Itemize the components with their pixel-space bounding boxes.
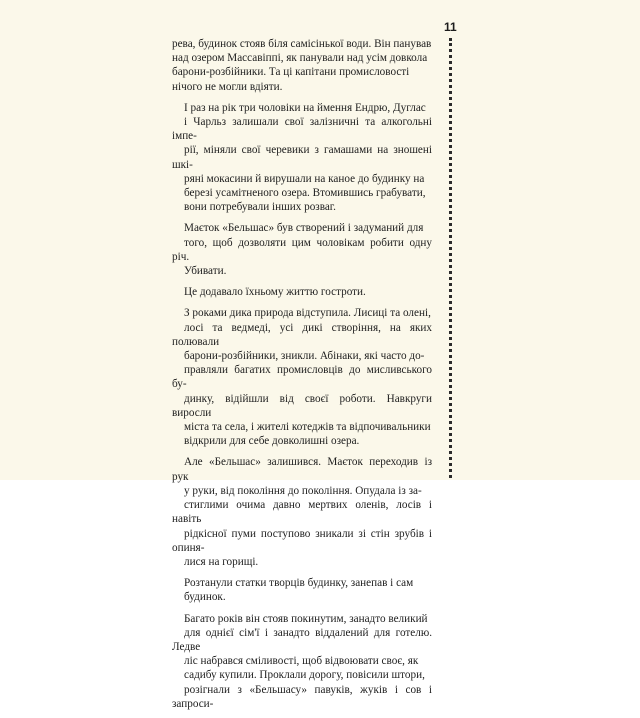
text-line: Маєток «Бельшас» був створений і задуманий для	[184, 222, 424, 235]
text-line: ряні мокасини й вирушали на каное до будинку на	[184, 172, 425, 185]
text-line: ліс набрався сміливості, щоб відвоювати своє, як	[184, 655, 419, 668]
text-line: вони потребували інших розваг.	[184, 201, 336, 214]
text-line: рідкісної пуми поступово зникали зі стін зрубів і опиня-	[172, 527, 432, 554]
text-line: Але «Бельшас» залишився. Маєток переходив із рук	[172, 456, 432, 483]
text-line: правляли багатих промисловців до мисливського бу-	[172, 364, 432, 391]
text-line: Багато років він стояв покинутим, занадто великий	[184, 612, 428, 625]
text-line: динку, відійшли від своєї роботи. Навкруги виросли	[172, 392, 432, 419]
paragraph	[172, 306, 432, 448]
paragraph	[172, 576, 432, 604]
paragraph	[172, 285, 432, 299]
text-line: міста та села, і жителі котеджів та відпочивальники	[184, 421, 431, 434]
text-line: Убивати.	[184, 265, 227, 278]
text-line: І раз на рік три чоловіки на ймення Ендрю, Дуглас	[184, 101, 426, 114]
text-line: стиглими очима давно мертвих оленів, лосів і навіть	[172, 499, 432, 526]
text-line: Розтанули статки творців будинку, занепав і сам	[184, 577, 414, 590]
text-line: барони-розбійники, зникли. Абінаки, які часто до-	[184, 350, 425, 363]
text-line: садибу купили. Проклали дорогу, повісили штори,	[184, 669, 425, 682]
text-line: над озером Массавіппі, як панували над усім довкола	[172, 52, 428, 65]
paragraph	[172, 612, 432, 711]
body-text	[172, 37, 432, 718]
paragraph	[172, 37, 432, 94]
text-line: відкрили для себе довколишні озера.	[184, 435, 360, 448]
text-line: для однієї сім'ї і занадто віддалений для готелю. Ледве	[172, 626, 432, 653]
dotted-margin-rule	[449, 38, 452, 478]
text-line: Це додавало їхньому життю гостроти.	[184, 286, 366, 299]
text-line: і Чарльз залишали свої залізничні та алкогольні імпе-	[172, 116, 432, 143]
text-line: рева, будинок стояв біля самісінької води. Він панував	[172, 38, 432, 50]
text-line: барони-розбійники. Та ці капітани промисловості	[172, 66, 410, 79]
text-line: нічого не могли вдіяти.	[172, 80, 283, 93]
text-line: розігнали з «Бельшасу» павуків, жуків і сов і запроси-	[172, 683, 432, 710]
paragraph	[172, 455, 432, 569]
text-line: рії, міняли свої черевики з гамашами на зношені шкі-	[172, 144, 432, 171]
text-line: березі усамітненого озера. Втомившись грабувати,	[184, 187, 426, 200]
text-line: будинок.	[184, 591, 226, 604]
text-line: лися на горищі.	[184, 555, 259, 568]
text-line: того, щоб дозволяти цим чоловікам робити одну річ.	[172, 236, 432, 263]
text-line: лосі та ведмеді, усі дикі створіння, на яких полювали	[172, 321, 432, 348]
text-line: у руки, від покоління до покоління. Опудала із за-	[184, 484, 422, 497]
paragraph	[172, 101, 432, 215]
paragraph	[172, 221, 432, 278]
text-line: З роками дика природа відступила. Лисиці та олені,	[184, 307, 431, 320]
page-number: 11	[444, 20, 457, 34]
